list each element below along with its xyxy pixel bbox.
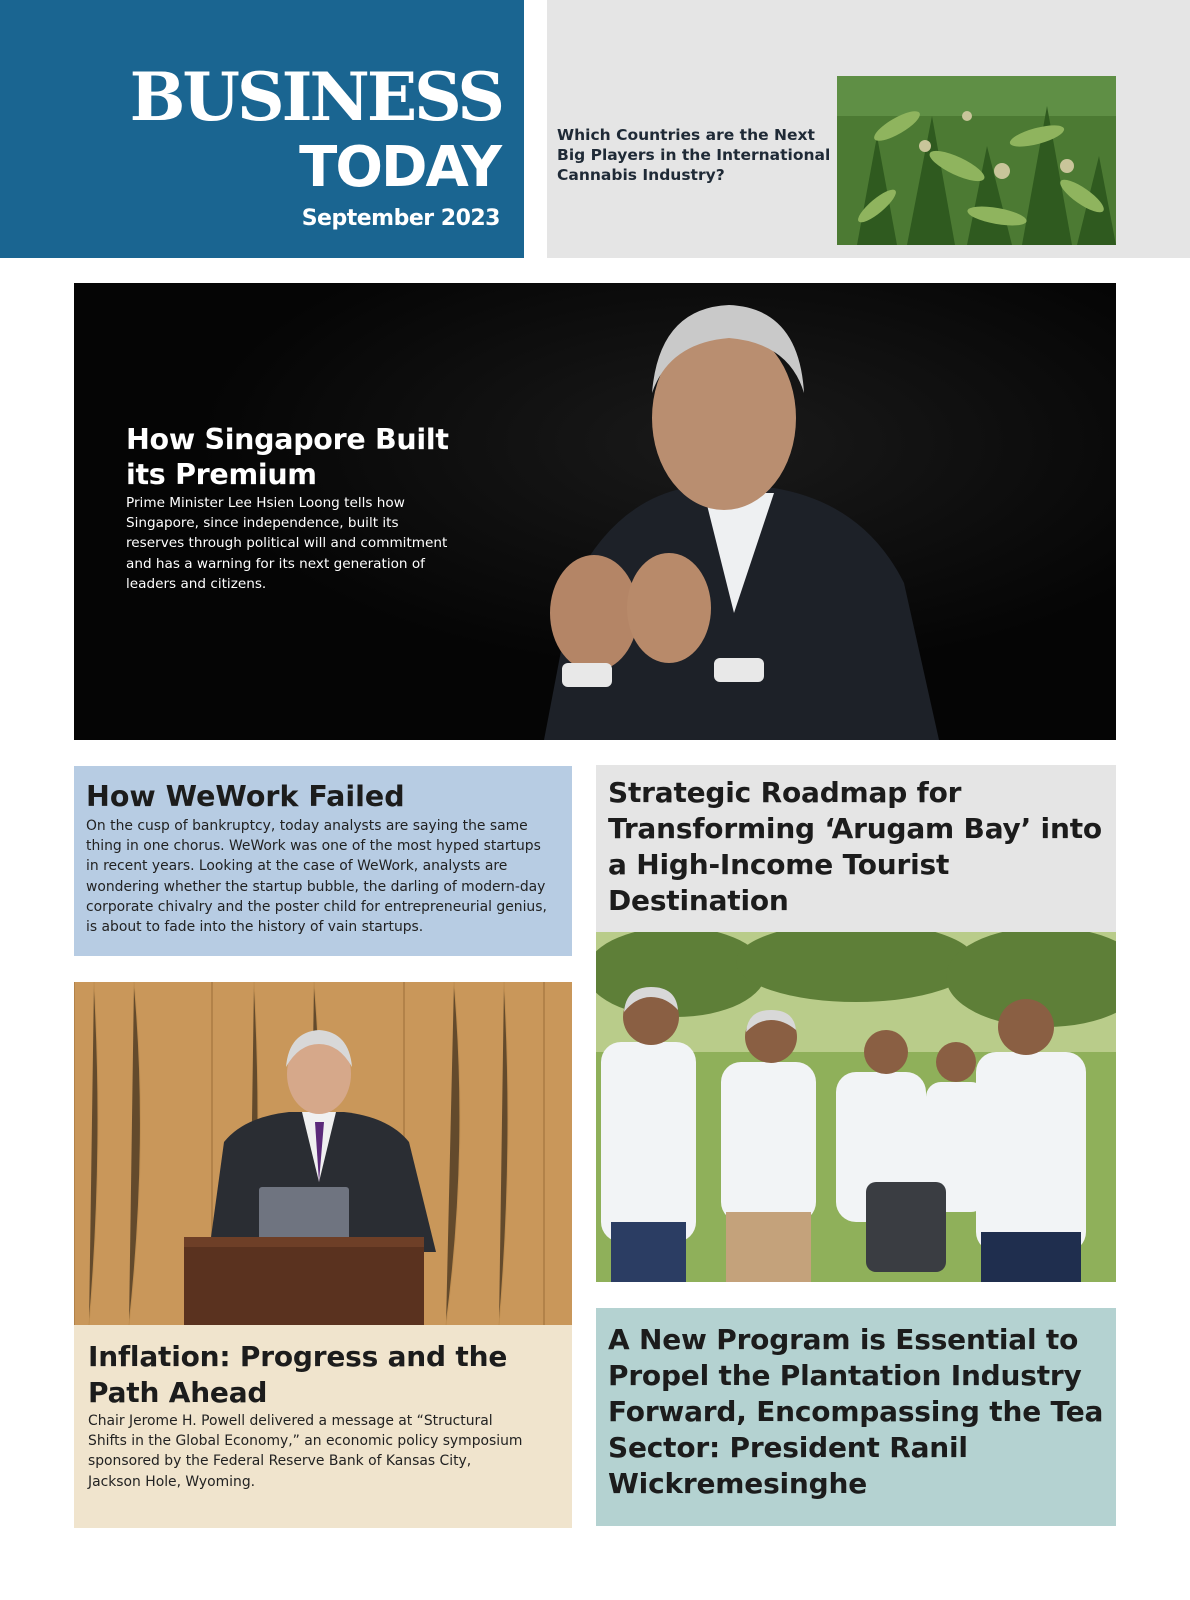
issue-date: September 2023 [301,206,500,231]
wework-description: On the cusp of bankruptcy, today analysts are saying the same thing in one chorus. WeWork was one of the most hyped startups in recent years. Looking at the case of WeWork, analysts are wondering whether the startup bubble, the darling of modern-day corporate chivalry and the poster child for entrepreneurial genius, is about to fade into the history of vain startups. [86,818,547,936]
hero-description: Prime Minister Lee Hsien Loong tells how Singapore, since independence, built its reserves through political will and commitment and has a warning for its next generation of leaders and citizens. [126,495,448,592]
plantation-title[interactable]: A New Program is Essential to Propel the Plantation Industry Forward, Encompassing the Tea Sector: President Ranil Wickremesinghe [608,1323,1104,1500]
masthead [0,0,524,258]
cannabis-plants-photo [837,76,1116,245]
cannabis-headline[interactable]: Which Countries are the Next Big Players in the International Cannabis Industry? [557,126,831,184]
hero-title[interactable]: How Singapore Built its Premium [126,423,449,491]
officials-group-photo [596,932,1116,1282]
arugam-bay-title[interactable]: Strategic Roadmap for Transforming ‘Arugam Bay’ into a High-Income Tourist Destination [608,776,1102,917]
speaker-at-podium-photo [74,982,572,1325]
wework-story[interactable] [74,766,572,956]
arugam-bay-story[interactable] [596,765,1116,932]
wework-title[interactable]: How WeWork Failed [86,780,405,813]
inflation-description: Chair Jerome H. Powell delivered a message at “Structural Shifts in the Global Economy,” an economic policy symposium sponsored by the Federal Reserve Bank of Kansas City, Jackson Hole, Wyoming. [88,1413,523,1490]
plantation-story[interactable] [596,1308,1116,1526]
masthead-title-today: TODAY [299,135,500,200]
hero-story[interactable] [74,283,1116,740]
cannabis-teaser[interactable] [547,0,1190,258]
inflation-story[interactable] [74,1325,572,1528]
masthead-title-business: BUSINESS [129,58,502,136]
inflation-title[interactable]: Inflation: Progress and the Path Ahead [88,1340,508,1409]
